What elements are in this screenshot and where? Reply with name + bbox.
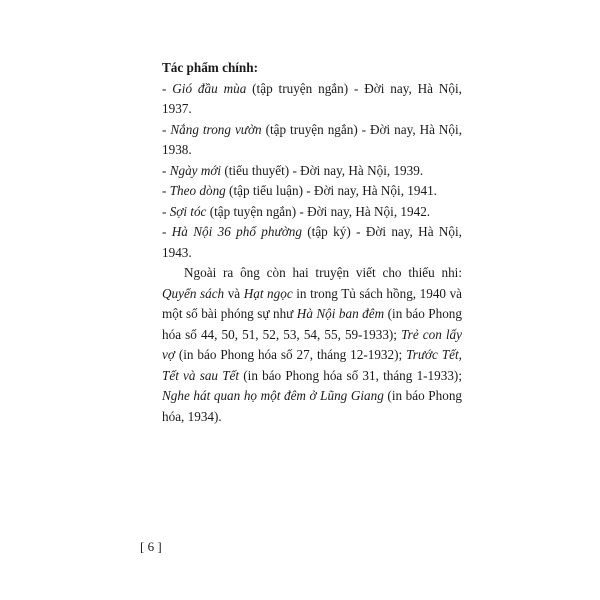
work-title: Nắng trong vườn — [170, 121, 262, 137]
work-details: (tập tuyện ngắn) - Đời nay, Hà Nội, 1942. — [206, 203, 431, 219]
work-title: Trước Tết, Tết và sau Tết — [162, 347, 462, 383]
work-item: - Ngày mới (tiểu thuyết) - Đời nay, Hà Nội, 1939. — [162, 162, 424, 178]
work-details: (tập truyện ngắn) - Đời nay, Hà Nội, 1937. — [162, 80, 462, 116]
work-title: Hạt ngọc — [243, 285, 293, 301]
work-title: Sợi tóc — [169, 203, 207, 219]
paragraph-text: (in báo Phong hóa số 31, tháng 1-1933); — [239, 367, 462, 383]
page-number: [ 6 ] — [140, 539, 162, 554]
work-title: Nghe hát quan họ một đêm ở Lũng Giang — [162, 388, 384, 403]
work-details: (tập truyện ngắn) - Đời nay, Hà Nội, 1938. — [162, 121, 462, 157]
work-item: - Gió đầu mùa (tập truyện ngắn) - Đời nay, Hà Nội, 1937. — [162, 80, 462, 116]
work-title: Theo dòng — [169, 183, 226, 198]
paragraph-text: Ngoài ra ông còn hai truyện viết cho thiếu nhi: — [184, 265, 462, 280]
work-title: Quyển sách — [162, 285, 225, 301]
work-details: (tập ký) - Đời nay, Hà Nội, 1943. — [162, 224, 462, 260]
paragraph-text: in trong Tủ sách hồng, 1940 và một số bài phóng sự như — [162, 285, 463, 321]
paragraph-text: (in báo Phong hóa, 1934). — [162, 388, 463, 424]
work-title: Trẻ con lấy vợ — [162, 326, 463, 362]
work-item: - Theo dòng (tập tiểu luận) - Đời nay, Hà Nội, 1941. — [162, 183, 437, 198]
work-title: Hà Nội ban đêm — [296, 306, 385, 321]
work-details: (tiểu thuyết) - Đời nay, Hà Nội, 1939. — [221, 162, 424, 178]
work-item: - Sợi tóc (tập tuyện ngắn) - Đời nay, Hà Nội, 1942. — [162, 203, 431, 219]
work-title: Gió đầu mùa — [172, 80, 247, 96]
work-title: Ngày mới — [169, 162, 222, 178]
work-title: Hà Nội 36 phố phường — [171, 224, 302, 239]
section-heading: Tác phẩm chính: — [162, 60, 258, 75]
paragraph-text: và — [224, 285, 244, 301]
paragraph-text: (in báo Phong hóa số 44, 50, 51, 52, 53, 54, 55, 59-1933); — [162, 306, 462, 342]
work-item: - Nắng trong vườn (tập truyện ngắn) - Đời nay, Hà Nội, 1938. — [162, 121, 462, 157]
work-details: (tập tiểu luận) - Đời nay, Hà Nội, 1941. — [225, 183, 437, 198]
body-paragraph — [162, 263, 462, 427]
paragraph-text: (in báo Phong hóa số 27, tháng 12-1932); — [174, 347, 407, 362]
text-block — [162, 58, 462, 427]
work-item: - Hà Nội 36 phố phường (tập ký) - Đời nay, Hà Nội, 1943. — [162, 224, 462, 260]
